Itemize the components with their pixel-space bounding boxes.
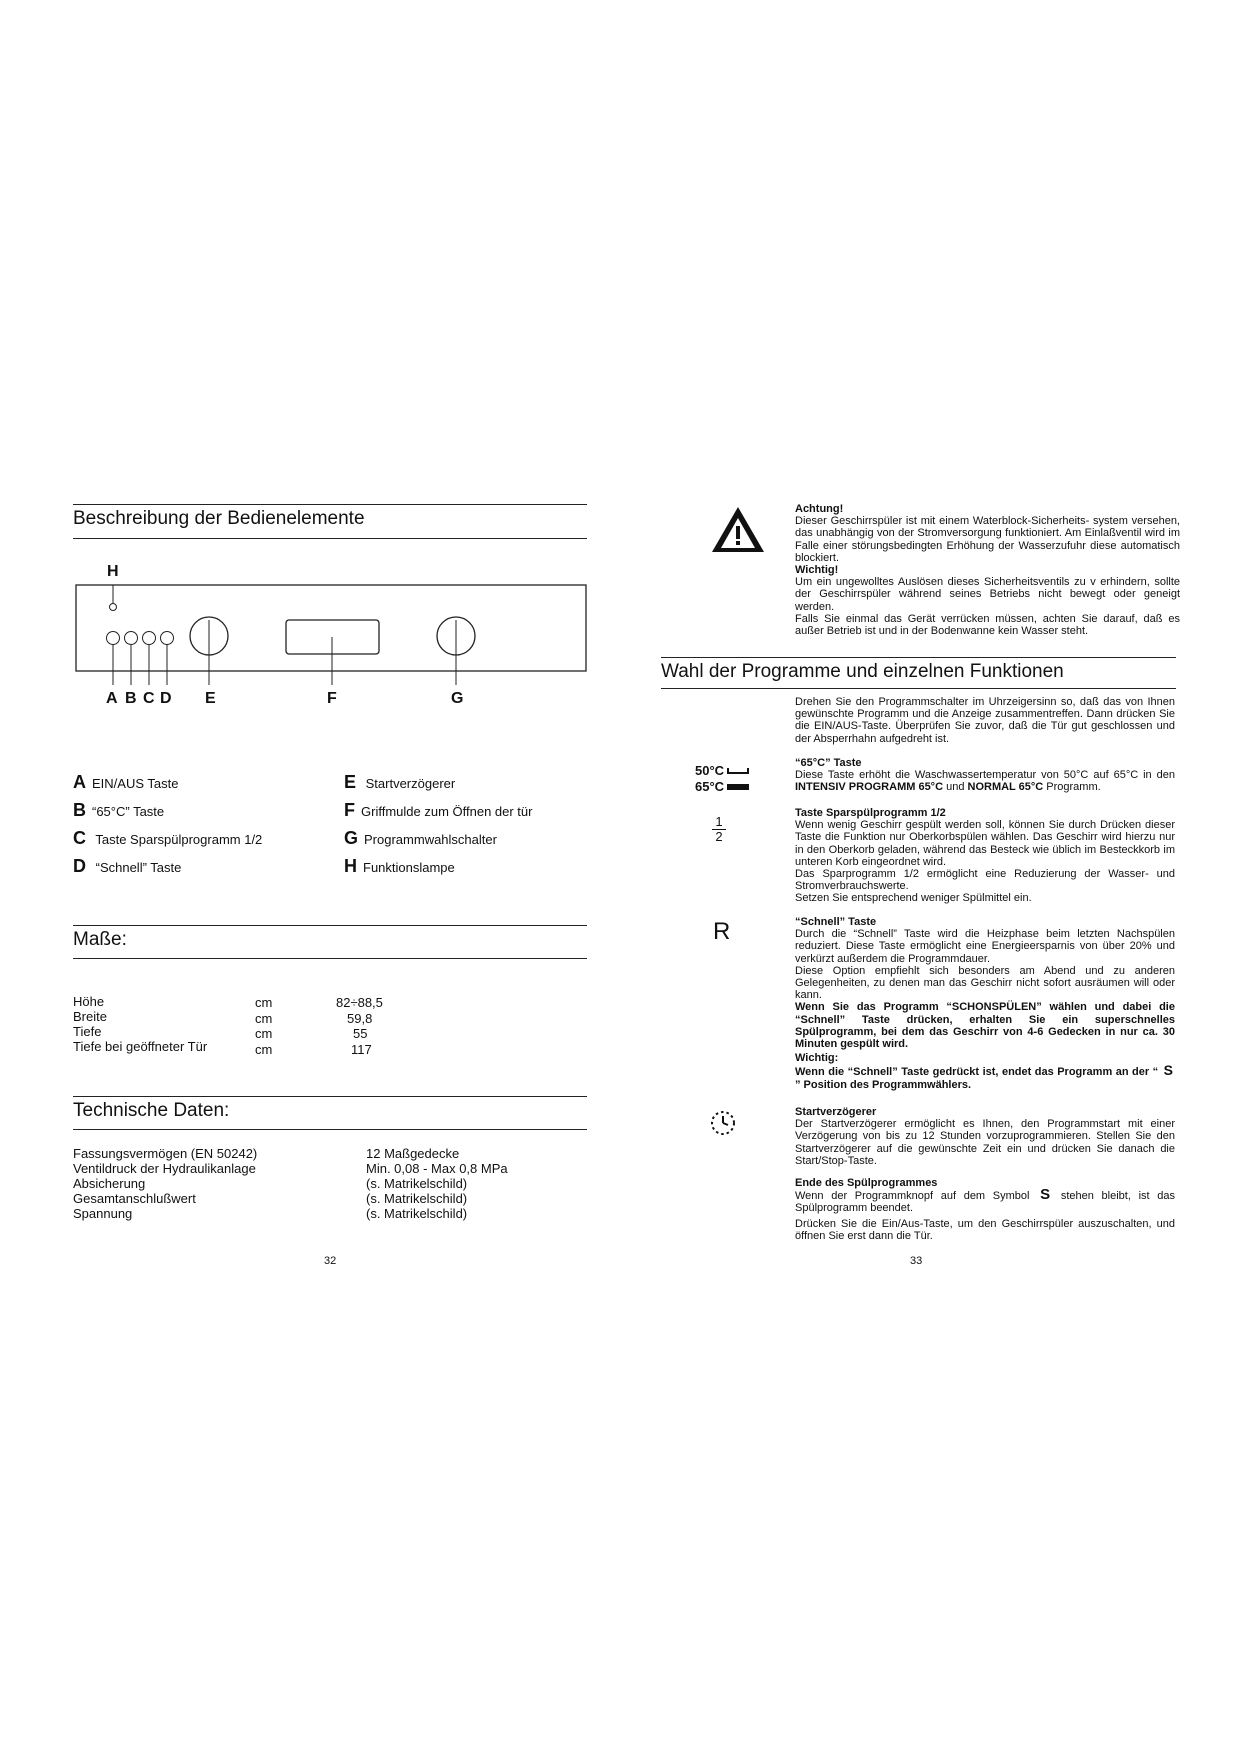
tech-label: Gesamtanschlußwert [73, 1191, 196, 1206]
tech-value: Min. 0,08 - Max 0,8 MPa [366, 1161, 508, 1176]
dim-unit: cm [255, 1026, 273, 1041]
tech-label: Absicherung [73, 1176, 146, 1191]
dim-label: Höhe [73, 994, 105, 1009]
control-panel-diagram [70, 555, 595, 705]
dim-label: Breite [73, 1009, 107, 1024]
legend-item-f: F Griffmulde zum Öffnen der tür [344, 800, 533, 820]
warning-icon [708, 504, 768, 556]
end-block: Ende des Spülprogrammes Wenn der Programmknopf auf dem Symbol S stehen bleibt, ist das Spülprogramm beendet. Drücken Sie die Ein/Aus-Taste, um den Geschirrspüler auszuschalten, und öffnen Sie erst dann die Tür. [795, 1177, 1175, 1242]
panel-label-h: H [107, 563, 119, 580]
dim-label: Tiefe [73, 1024, 102, 1039]
legend-item-e: E Startverzögerer [344, 772, 456, 792]
quick-icon: R [713, 918, 731, 945]
dim-value: 117 [351, 1042, 372, 1057]
dim-value: 59,8 [347, 1011, 373, 1026]
function-lamp-icon [110, 604, 117, 611]
button-c-icon [143, 632, 156, 645]
end-s-icon: S [1040, 1186, 1051, 1204]
panel-label-d: D [160, 690, 172, 707]
dim-value: 55 [353, 1026, 368, 1041]
button-d-icon [161, 632, 174, 645]
dim-label: Tiefe bei geöffneter Tür [73, 1039, 208, 1054]
dim-unit: cm [255, 1011, 273, 1026]
rule [73, 504, 587, 505]
panel-label-b: B [125, 690, 137, 707]
page-number-right: 33 [910, 1255, 923, 1267]
tech-label: Fassungsvermögen (EN 50242) [73, 1146, 258, 1161]
page-number-left: 32 [324, 1255, 337, 1267]
tech-label: Spannung [73, 1206, 133, 1221]
rule [661, 657, 1176, 658]
legend-item-g: G Programmwahlschalter [344, 828, 497, 848]
tech-value: (s. Matrikelschild) [366, 1206, 468, 1221]
legend-item-h: H Funktionslampe [344, 856, 455, 876]
rule [73, 958, 587, 959]
delay-timer-icon [708, 1108, 738, 1138]
quick-block: “Schnell” Taste Durch die “Schnell” Taste wird die Heizphase beim letzten Nachspülen reduziert. Diese Taste ermöglicht eine Energieersparnis von über 20% und verkürzt außerdem die Programmdauer. Diese Option empfiehlt sich besonders am Abend und zu anderen Gelegenheiten, zu denen man das Geschirr nicht sofort ausräumen will oder kann. Wenn Sie das Programm “SCHONSPÜLEN” wählen und dabei die “Schnell” Taste drücken, erhalten Sie ein superschnelles Spülprogramm, bei dem das Geschirr von 4-6 Gedecken in nur ca. 30 Minuten gespült wird. Wichtig: Wenn die “Schnell” Taste gedrückt ist, endet das Programm an der “ S ” Position des Programmwählers. [795, 916, 1175, 1091]
panel-label-e: E [205, 690, 216, 707]
temp-button-block: “65°C” Taste Diese Taste erhöht die Waschwassertemperatur von 50°C auf 65°C in den INTENSIV PROGRAMM 65°C und NORMAL 65°C Programm. [795, 757, 1175, 794]
programs-intro: Drehen Sie den Programmschalter im Uhrzeigersinn so, daß das von Ihnen gewünschte Programm und die Anzeige zusammentreffen. Dann drücken Sie die EIN/AUS-Taste. Überprüfen Sie zuvor, daß die Tür gut geschlossen und der Absperrhahn aufgedreht ist. [795, 696, 1175, 745]
half-load-icon: 1 2 [712, 815, 726, 844]
panel-label-c: C [143, 690, 155, 707]
legend-item-d: D “Schnell” Taste [73, 856, 182, 876]
warning-block: Achtung! Dieser Geschirrspüler ist mit einem Waterblock-Sicherheits- system versehen, das unabhängig von der Stromversorgung funktioniert. Am Einlaßventil wird im Falle einer störungsbedingten Erhöhung der Wasserzufuhr diese automatisch blockiert. Wichtig! Um ein ungewolltes Auslösen dieses Sicherheitsventils zu v erhindern, sollte der Geschirrspüler während seines Betriebs nicht bewegt oder geneigt werden. Falls Sie einmal das Gerät verrücken müssen, achten Sie darauf, daß es außer Betrieb ist und in der Bodenwanne kein Wasser steht. [795, 503, 1180, 638]
panel-label-g: G [451, 690, 464, 707]
panel-label-a: A [106, 690, 118, 707]
tech-value: (s. Matrikelschild) [366, 1176, 468, 1191]
tech-label: Ventildruck der Hydraulikanlage [73, 1161, 256, 1176]
dim-unit: cm [255, 1042, 273, 1057]
button-b-icon [125, 632, 138, 645]
legend-item-c: C Taste Sparspülprogramm 1/2 [73, 828, 263, 848]
rule [73, 538, 587, 539]
panel-label-f: F [327, 690, 337, 707]
delay-block: Startverzögerer Der Startverzögerer ermöglicht es Ihnen, den Programmstart mit einer Verzögerung von bis zu 12 Stunden vorzuprogrammieren. Stellen Sie den Startverzögerer auf die gewünschte Zeit ein und drücken Sie danach die Start/Stop-Taste. [795, 1106, 1175, 1167]
rule [73, 1096, 587, 1097]
tech-value: (s. Matrikelschild) [366, 1191, 468, 1206]
eco-s-icon: S [1163, 1062, 1173, 1079]
legend-item-b: B “65°C” Taste [73, 800, 165, 820]
rule [73, 925, 587, 926]
section-title-controls: Beschreibung der Bedienelemente [73, 508, 365, 529]
dim-unit: cm [255, 995, 273, 1010]
button-a-icon [107, 632, 120, 645]
tech-value: 12 Maßgedecke [366, 1146, 460, 1161]
temperature-icon: 50°C 65°C [695, 763, 749, 795]
legend-item-a: A EIN/AUS Taste [73, 772, 179, 792]
section-title-dimensions: Maße: [73, 929, 127, 950]
section-title-programs: Wahl der Programme und einzelnen Funktionen [661, 661, 1064, 682]
dim-value: 82÷88,5 [336, 995, 383, 1010]
rule [73, 1129, 587, 1130]
half-load-block: Taste Sparspülprogramm 1/2 Wenn wenig Geschirr gespült werden soll, können Sie durch Drücken dieser Taste die Funktion nur Oberkorbspülen wählen. Das Geschirr wird hierzu nur in den Oberkorb geladen, während das Besteck wie üblich im Besteckkorb im unteren Korb eingeordnet wird. Das Sparprogramm 1/2 ermöglicht eine Reduzierung der Wasser- und Stromverbrauchswerte. Setzen Sie entsprechend weniger Spülmittel ein. [795, 807, 1175, 905]
section-title-technical: Technische Daten: [73, 1100, 230, 1121]
rule [661, 688, 1176, 689]
